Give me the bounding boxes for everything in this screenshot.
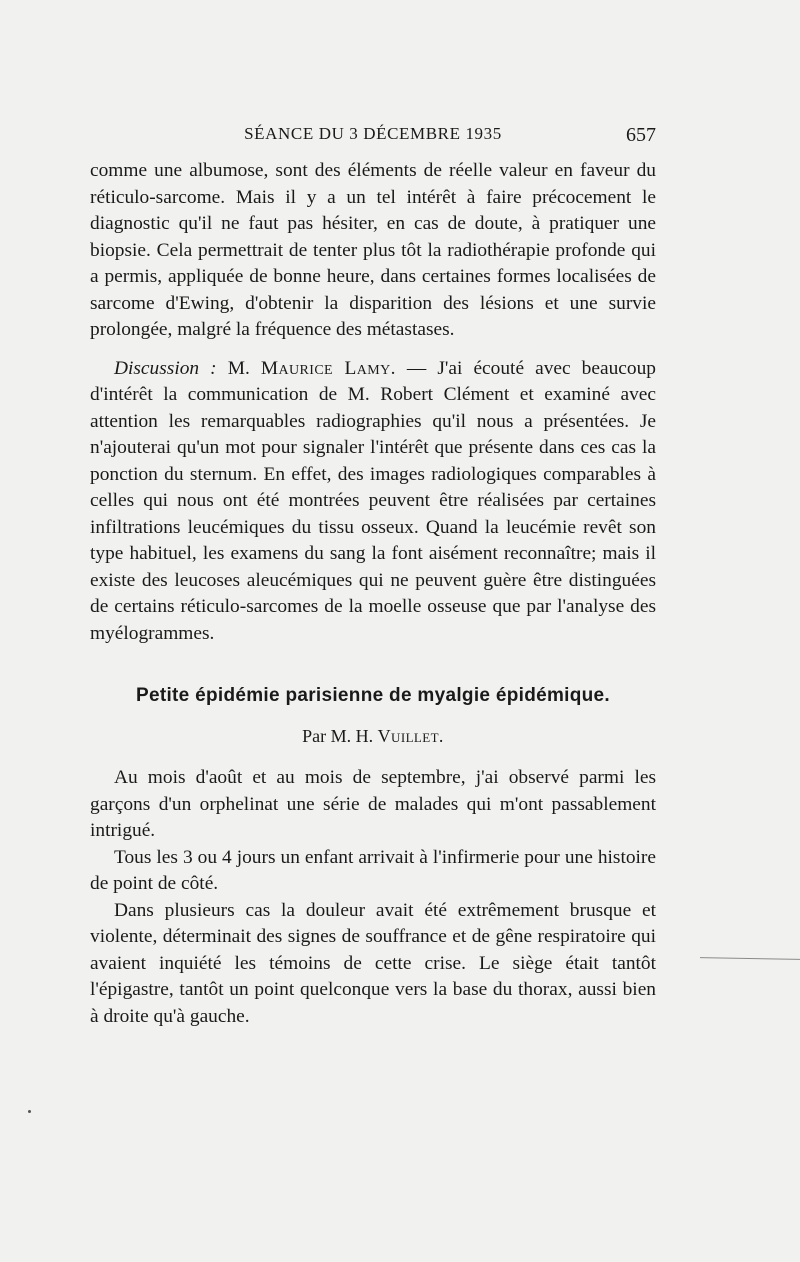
margin-dot <box>28 1110 31 1113</box>
running-head <box>90 124 656 154</box>
section-paragraph-2: Tous les 3 ou 4 jours un enfant arrivait à l'infirmerie pour une histoire de point de côté. <box>90 846 656 894</box>
section-paragraph-1: Au mois d'août et au mois de septembre, j'ai observé parmi les garçons d'un orphelinat une série de malades qui m'ont passablement intrigué. <box>90 767 656 841</box>
paragraph-continued: comme une albumose, sont des éléments de réelle valeur en faveur du réticulo-sarcome. Mais il y a un tel intérêt à faire précocement le diagnostic qu'il ne faut pas hésiter, en cas de doute, à pratiquer une biopsie. Cela permettrait de tenter plus tôt la radiothérapie profonde qui a permis, appliquée de bonne heure, dans certaines formes localisées de sarcome d'Ewing, d'obtenir la disparition des lésions et une survie prolongée, malgré la fréquence des métastases. <box>90 160 656 340</box>
margin-mark <box>700 957 800 960</box>
section-paragraph-3: Dans plusieurs cas la douleur avait été extrêmement brusque et violente, déterminait des signes de souffrance et de gêne respiratoire qui avaient inquiété les témoins de cette crise. Le siège était tantôt l'épigastre, tantôt un point quelconque vers la base du thorax, aussi bien à droite qu'à gauche. <box>90 899 656 1027</box>
speaker-name: Maurice Lamy. <box>260 357 396 379</box>
section-title: Petite épidémie parisienne de myalgie épidémique. <box>135 685 611 706</box>
speaker-prefix: M. <box>227 357 250 379</box>
running-head-title: SÉANCE DU 3 DÉCEMBRE 1935 <box>244 124 502 143</box>
discussion-text: — J'ai écouté avec beaucoup d'intérêt la communication de M. Robert Clément et examiné avec attention les remarquables radiographies qu'il nous a présentées. Je n'ajouterai qu'un mot pour signaler l'intérêt que présente dans ces cas la ponction du sternum. En effet, des images radiologiques comparables à celles qui nous ont été montrées peuvent être réalisées par certaines infiltrations leucémiques du tissu osseux. Quand la leucémie revêt son type habituel, les examens du sang la font aisément reconnaître; mais il existe des leucoses aleucémiques qui ne peuvent guère être distinguées de certains réticulo-sarcomes de la moelle osseuse que par l'analyse des myélogrammes. <box>90 357 656 644</box>
byline-name: Vuillet. <box>377 726 444 746</box>
discussion-label: Discussion : <box>114 357 217 379</box>
byline <box>90 723 656 749</box>
body-text <box>90 158 656 1030</box>
byline-prefix: Par M. H. <box>302 726 374 746</box>
page-number: 657 <box>626 124 656 146</box>
discussion-paragraph <box>90 356 656 648</box>
